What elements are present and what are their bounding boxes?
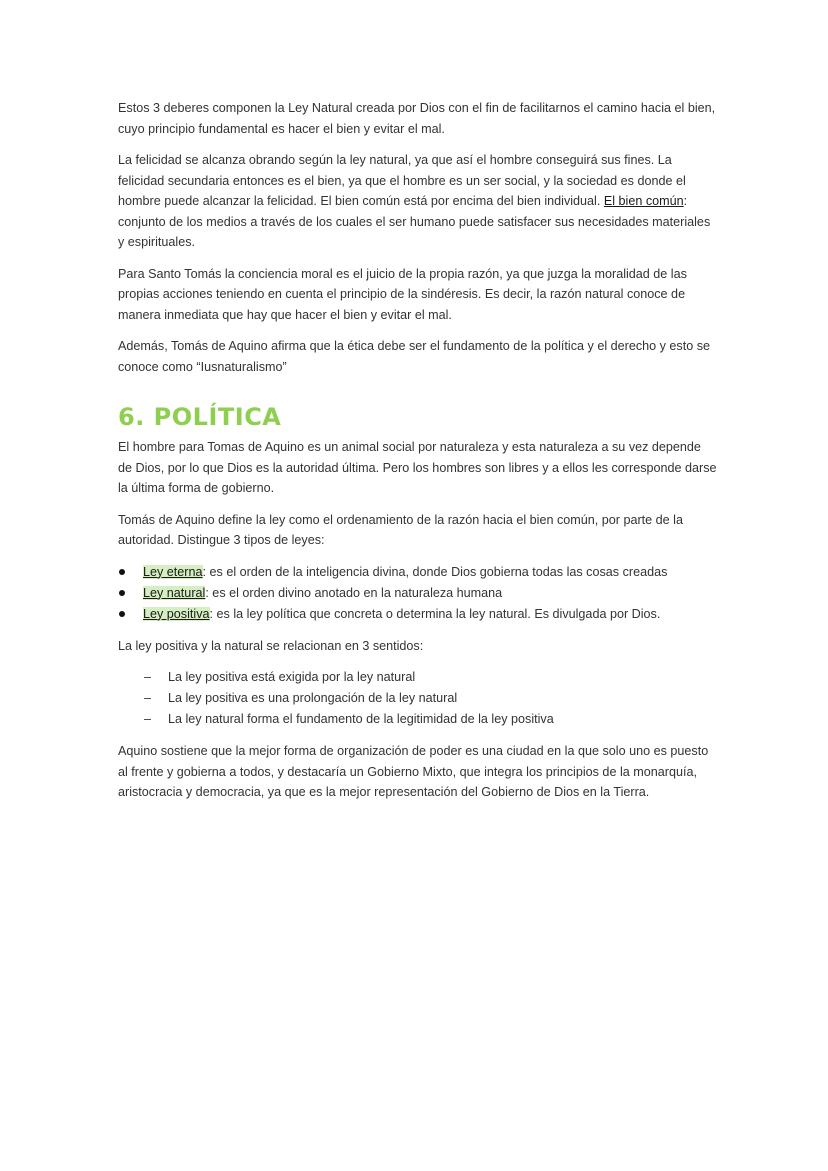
bullet-icon	[119, 611, 125, 617]
law-term: Ley eterna	[143, 564, 203, 579]
paragraph-ley-natural: Estos 3 deberes componen la Ley Natural creada por Dios con el fin de facilitarnos el camino hacia el bien, cuyo principio fundamental es hacer el bien y evitar el mal.	[118, 101, 716, 136]
paragraph-hombre-social: El hombre para Tomas de Aquino es un animal social por naturaleza y esta naturaleza a su vez depende de Dios, por lo que Dios es la autoridad última. Pero los hombres son libres y a ellos les corresponde darse la última forma de gobierno.	[118, 440, 717, 495]
list-item-ley-natural	[118, 583, 718, 604]
law-description: : es la ley política que concreta o determina la ley natural. Es divulgada por Dios.	[209, 606, 661, 621]
relations-list	[118, 667, 718, 730]
relation-text: La ley natural forma el fundamento de la legitimidad de la ley positiva	[168, 712, 554, 726]
paragraph-conciencia-moral: Para Santo Tomás la conciencia moral es el juicio de la propia razón, ya que juzga la moralidad de las propias acciones teniendo en cuenta el principio de la sindéresis. Es decir, la razón natural conoce de manera inmediata que hay que hacer el bien y evitar el mal.	[118, 266, 687, 322]
list-item-relation	[118, 709, 718, 730]
law-term: Ley natural	[143, 585, 206, 600]
law-term: Ley positiva	[143, 606, 210, 621]
section-heading-politica: 6. POLÍTICA	[118, 403, 282, 431]
list-item-relation	[118, 688, 718, 709]
list-item-relation	[118, 667, 718, 688]
list-item-ley-positiva	[118, 604, 718, 625]
law-description: : es el orden divino anotado en la naturaleza humana	[205, 585, 503, 600]
paragraph-gobierno-mixto: Aquino sostiene que la mejor forma de organización de poder es una ciudad en la que solo uno es puesto al frente y gobierna a todos, y destacaría un Gobierno Mixto, que integra los principios de la monarquía, aristocracia y democracia, ya que es la mejor representación del Gobierno de Dios en la Tierra.	[118, 744, 709, 799]
dash-marker: –	[144, 691, 152, 705]
paragraph-relacion-leyes: La ley positiva y la natural se relacionan en 3 sentidos:	[118, 638, 424, 653]
bullet-icon	[119, 590, 125, 596]
relation-text: La ley positiva es una prolongación de la ley natural	[168, 691, 458, 705]
felicidad-text: La felicidad se alcanza obrando según la ley natural, ya que así el hombre conseguirá sus fines. La felicidad secundaria entonces es el bien, ya que el hombre es un ser social, y la sociedad es donde el hombre puede alcanzar la felicidad. El bien común está por encima del bien individual.	[118, 153, 686, 208]
bien-comun-definition: : conjunto de los medios a través de los cuales el ser humano puede satisfacer sus necesidades materiales y espirituales.	[118, 194, 711, 249]
bullet-icon	[119, 569, 125, 575]
paragraph-definicion-ley: Tomás de Aquino define la ley como el ordenamiento de la razón hacia el bien común, por parte de la autoridad. Distingue 3 tipos de leyes:	[118, 512, 683, 547]
law-description: : es el orden de la inteligencia divina, donde Dios gobierna todas las cosas creadas	[202, 564, 668, 579]
paragraph-iusnaturalismo: Además, Tomás de Aquino afirma que la ética debe ser el fundamento de la política y el derecho y esto se conoce como “Iusnaturalismo”	[118, 339, 711, 374]
relation-text: La ley positiva está exigida por la ley natural	[168, 670, 416, 684]
list-item-ley-eterna	[118, 562, 718, 583]
paragraph-felicidad	[118, 150, 718, 253]
dash-marker: –	[144, 670, 152, 684]
laws-list	[118, 562, 718, 625]
dash-marker: –	[144, 712, 152, 726]
bien-comun-term: El bien común	[603, 194, 684, 208]
